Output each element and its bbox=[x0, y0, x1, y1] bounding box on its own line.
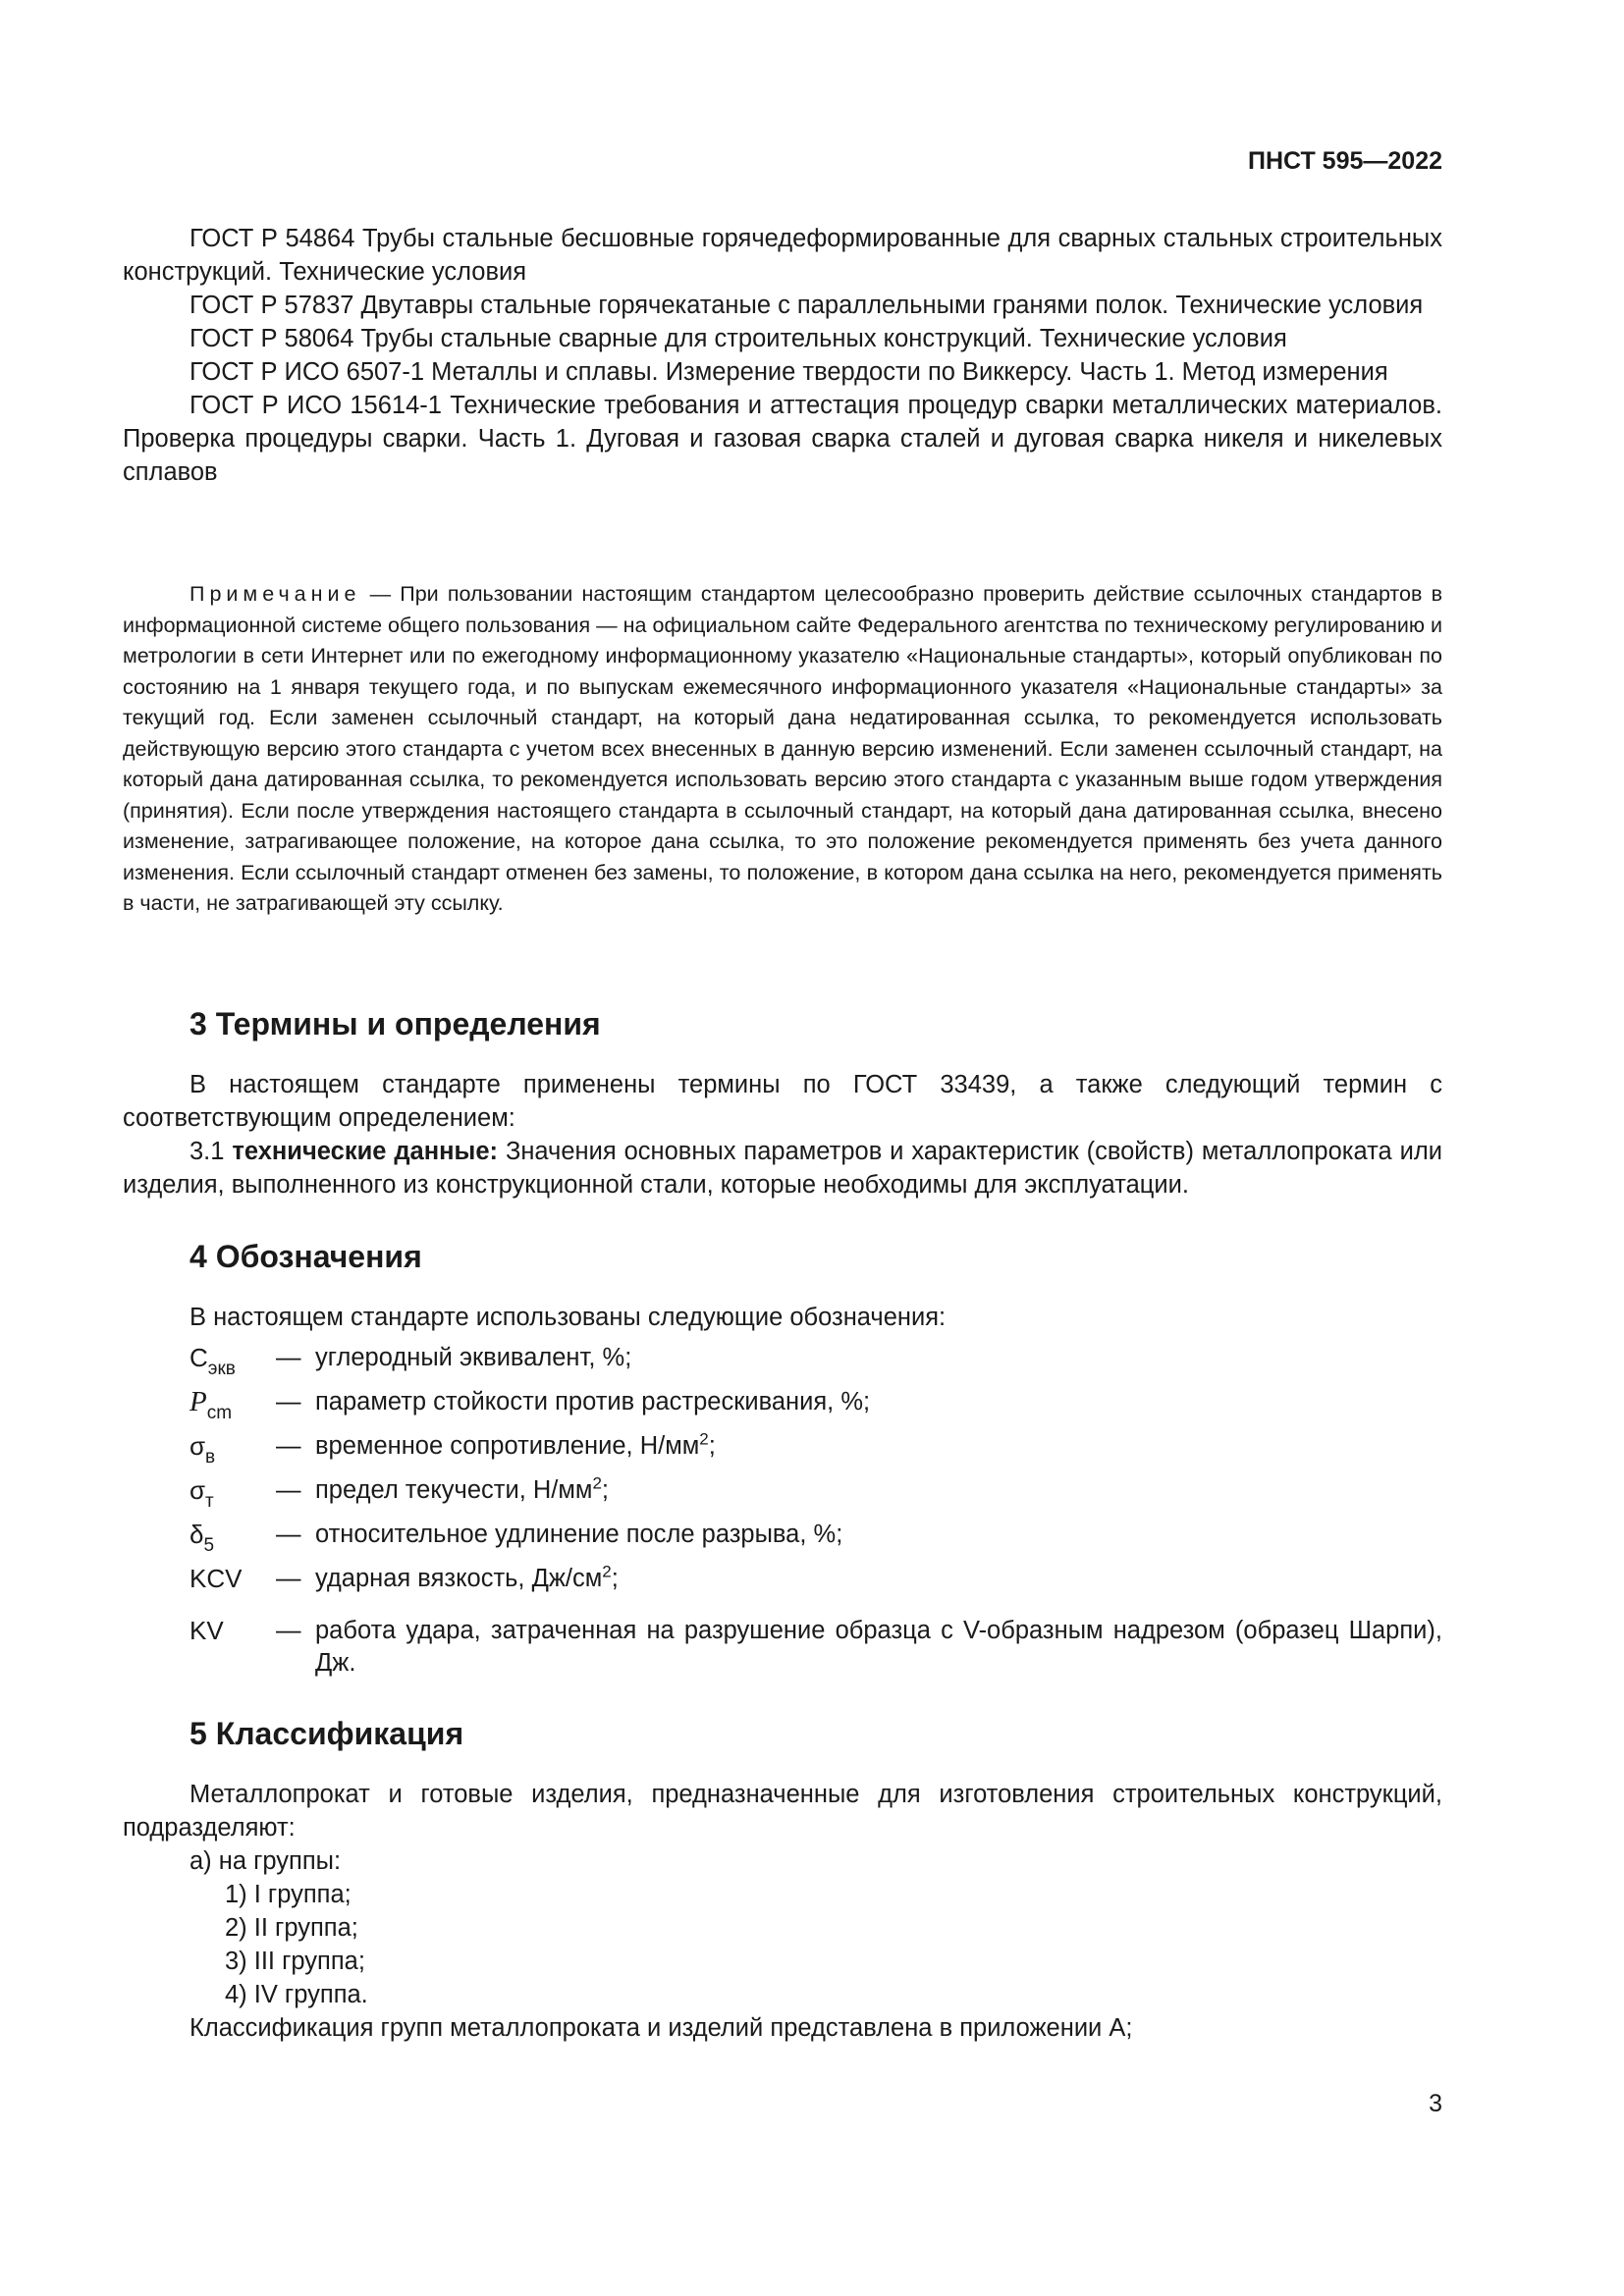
reference-item: ГОСТ Р ИСО 15614-1 Технические требования и аттестация процедур сварки металлических материалов. Проверка процедуры сварки. Часть 1. Дуговая и газовая сварка сталей и дуговая сварка никеля и никелевых сплавов bbox=[123, 392, 1442, 486]
group-item: 1) I группа; bbox=[225, 1881, 352, 1908]
section-5 bbox=[123, 1716, 1442, 2045]
symbol: KV bbox=[189, 1616, 224, 1645]
note-label: Примечание bbox=[189, 582, 361, 606]
reference-item: ГОСТ Р 58064 Трубы стальные сварные для строительных конструкций. Технические условия bbox=[189, 325, 1287, 352]
reference-item: ГОСТ Р ИСО 6507-1 Металлы и сплавы. Измерение твердости по Виккерсу. Часть 1. Метод измерения bbox=[189, 358, 1388, 386]
page-number: 3 bbox=[1429, 2090, 1442, 2117]
symbol-dash: — bbox=[276, 1521, 301, 1548]
symbol-description: углеродный эквивалент, %; bbox=[315, 1344, 632, 1371]
list-item-a: а) на группы: bbox=[189, 1847, 342, 1875]
section-4-intro: В настоящем стандарте использованы следующие обозначения: bbox=[189, 1304, 947, 1331]
symbol-row bbox=[189, 1342, 1442, 1377]
section-5-intro: Металлопрокат и готовые изделия, предназначенные для изготовления строительных конструкций, подразделяют: bbox=[123, 1781, 1442, 1842]
symbol-row bbox=[189, 1615, 1442, 1680]
reference-item: ГОСТ Р 57837 Двутавры стальные горячекатаные с параллельными гранями полок. Технические условия bbox=[189, 292, 1424, 319]
symbol-row bbox=[189, 1430, 1442, 1466]
term-number: 3.1 bbox=[189, 1138, 233, 1165]
symbol-description: относительное удлинение после разрыва, %; bbox=[315, 1521, 843, 1548]
section-3-intro: В настоящем стандарте применены термины по ГОСТ 33439, а также следующий термин с соответствующим определением: bbox=[123, 1071, 1442, 1132]
symbol-dash: — bbox=[276, 1565, 301, 1592]
document-id: ПНСТ 595—2022 bbox=[1248, 147, 1442, 175]
section-3 bbox=[123, 1006, 1442, 1201]
symbol-description: предел текучести, $Н/мм^2$; bbox=[315, 1473, 609, 1504]
section-4-title: 4 Обозначения bbox=[189, 1239, 422, 1274]
section-5-title: 5 Классификация bbox=[189, 1716, 464, 1751]
symbol-row bbox=[189, 1386, 1442, 1421]
symbol-description: параметр стойкости против растрескивания, %; bbox=[315, 1388, 871, 1415]
group-item: 4) IV группа. bbox=[225, 1981, 368, 2008]
symbol-dash: — bbox=[276, 1388, 301, 1415]
term-text: Значения основных параметров и характеристик (свойств) металлопроката или изделия, выполненного из конструкционной стали, которые необходимы для эксплуатации. bbox=[123, 1138, 1442, 1199]
symbol-row bbox=[189, 1519, 1442, 1554]
symbol-row bbox=[189, 1563, 1442, 1596]
note-paragraph bbox=[123, 579, 1442, 920]
note-text: — При пользовании настоящим стандартом целесообразно проверить действие ссылочных стандартов в информационной системе общего пользования — на официальном сайте Федерального агентства по техническому регулированию и метрологии в сети Интернет или по ежегодному информационному указателю «Национальные стандарты», который опубликован по состоянию на 1 января текущего года, и по выпускам ежемесячного информационного указателя «Национальные стандарты» за текущий год. Если заменен ссылочный стандарт, на который дана недатированная ссылка, то рекомендуется использовать действующую версию этого стандарта с учетом всех внесенных в данную версию изменений. Если заменен ссылочный стандарт, на который дана датированная ссылка, то рекомендуется использовать версию этого стандарта с указанным выше годом утверждения (принятия). Если после утверждения настоящего стандарта в ссылочный стандарт, на который дана датированная ссылка, внесено изменение, затрагивающее положение, на которое дана ссылка, то это положение рекомендуется применять без учета данного изменения. Если ссылочный стандарт отменен без замены, то положение, в котором дана ссылка на него, рекомендуется применять в части, не затрагивающей эту ссылку. bbox=[123, 582, 1442, 915]
symbol-dash: — bbox=[276, 1617, 301, 1644]
symbol: $\sigma_в$ bbox=[189, 1431, 216, 1468]
symbol: $P_{cm}$ bbox=[189, 1386, 233, 1423]
group-item: 2) II группа; bbox=[225, 1914, 358, 1942]
symbol-dash: — bbox=[276, 1432, 301, 1460]
references-list bbox=[123, 222, 1442, 489]
symbol-description: временное сопротивление, $Н/мм^2$; bbox=[315, 1429, 716, 1460]
symbol: $\delta_5$ bbox=[189, 1520, 215, 1556]
symbol-row bbox=[189, 1474, 1442, 1510]
reference-item: ГОСТ Р 54864 Трубы стальные бесшовные горячедеформированные для сварных стальных строительных конструкций. Технические условия bbox=[123, 225, 1442, 286]
term-name: технические данные: bbox=[232, 1138, 498, 1165]
section-4 bbox=[123, 1239, 1442, 1680]
symbol-description: работа удара, затраченная на разрушение образца с V-образным надрезом (образец Шарпи), Дж. bbox=[315, 1617, 1442, 1677]
symbol-dash: — bbox=[276, 1344, 301, 1371]
note-block bbox=[123, 579, 1442, 920]
term-definition bbox=[123, 1135, 1442, 1201]
symbol: KCV bbox=[189, 1564, 243, 1593]
section-5-closing: Классификация групп металлопроката и изделий представлена в приложении А; bbox=[189, 2014, 1133, 2042]
symbol-dash: — bbox=[276, 1476, 301, 1504]
symbol-description: ударная вязкость, $Дж/см^2$; bbox=[315, 1562, 619, 1592]
section-3-title: 3 Термины и определения bbox=[189, 1006, 601, 1041]
symbol: $\sigma_т$ bbox=[189, 1475, 214, 1512]
symbol: $C_{экв}$ bbox=[189, 1343, 236, 1379]
group-item: 3) III группа; bbox=[225, 1948, 365, 1975]
